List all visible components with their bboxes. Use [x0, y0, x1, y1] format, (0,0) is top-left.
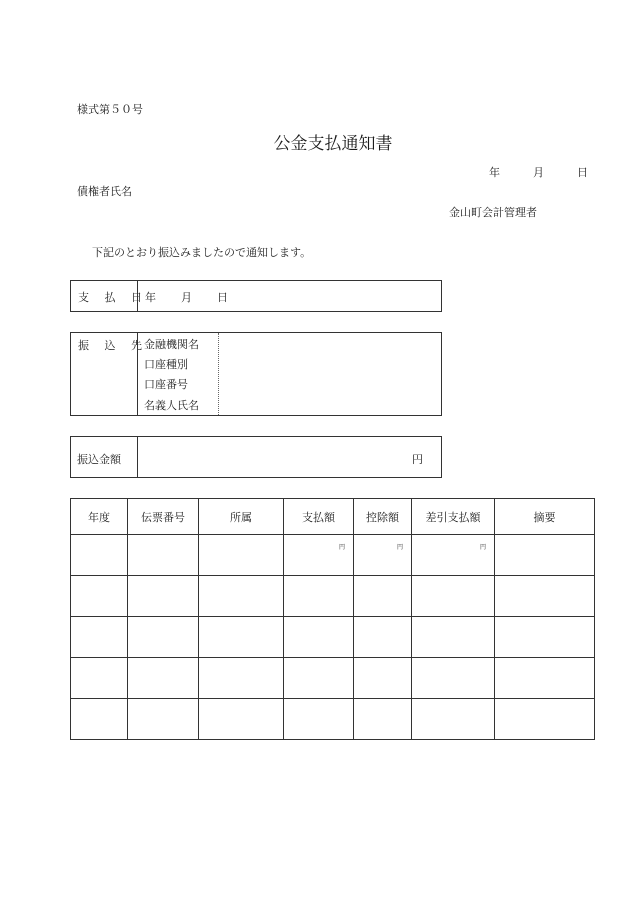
bank-name-label: 金融機関名 [144, 338, 199, 351]
payment-date-box [70, 280, 442, 312]
payment-date-day: 日 [217, 291, 228, 304]
table-cell [495, 535, 595, 576]
column-header-remarks: 摘要 [495, 499, 595, 535]
yen-unit: 円 [396, 544, 403, 551]
divider [137, 437, 138, 477]
column-header-fiscal-year: 年度 [71, 499, 128, 535]
payment-detail-table [70, 498, 595, 740]
column-header-deduction: 控除額 [354, 499, 412, 535]
account-number-label: 口座番号 [144, 378, 188, 391]
transfer-destination-box [70, 332, 442, 416]
table-cell [71, 699, 128, 740]
divider [218, 333, 219, 415]
divider [137, 281, 138, 311]
issue-date-year: 年 [489, 166, 500, 179]
table-cell [128, 576, 199, 617]
table-cell [71, 658, 128, 699]
table-cell [412, 535, 495, 576]
table-cell [495, 699, 595, 740]
table-cell [128, 535, 199, 576]
issue-date-day: 日 [577, 166, 588, 179]
treasurer-name: 金山町会計管理者 [449, 206, 537, 219]
table-cell [71, 576, 128, 617]
divider [137, 333, 138, 415]
table-cell [284, 617, 354, 658]
table-cell [354, 699, 412, 740]
table-cell [199, 535, 284, 576]
table-cell [284, 576, 354, 617]
column-header-voucher-number: 伝票番号 [128, 499, 199, 535]
transfer-destination-label: 振 込 先 [78, 339, 148, 352]
table-cell [284, 535, 354, 576]
table-row [71, 658, 595, 699]
table-cell [128, 617, 199, 658]
payment-date-month: 月 [181, 291, 192, 304]
table-cell [128, 699, 199, 740]
column-header-department: 所属 [199, 499, 284, 535]
transfer-amount-label: 振込金額 [77, 453, 121, 466]
table-cell [412, 617, 495, 658]
table-cell [495, 658, 595, 699]
table-row [71, 617, 595, 658]
table-cell [354, 535, 412, 576]
table-cell [495, 576, 595, 617]
table-cell [199, 699, 284, 740]
table-row [71, 699, 595, 740]
table-cell [128, 658, 199, 699]
yen-unit: 円 [479, 544, 486, 551]
notice-text: 下記のとおり振込みましたので通知します。 [92, 246, 312, 259]
creditor-name-label: 債権者氏名 [77, 185, 132, 198]
table-cell [412, 576, 495, 617]
table-header-row [71, 499, 595, 535]
issue-date [489, 164, 588, 180]
table-cell [412, 699, 495, 740]
table-row [71, 535, 595, 576]
yen-unit: 円 [412, 453, 423, 466]
payment-date-year: 年 [145, 291, 156, 304]
table-cell [199, 617, 284, 658]
table-cell [354, 576, 412, 617]
table-cell [199, 658, 284, 699]
table-cell [495, 617, 595, 658]
table-cell [354, 617, 412, 658]
table-cell [199, 576, 284, 617]
table-cell [354, 658, 412, 699]
table-row [71, 576, 595, 617]
payment-date-label: 支 払 日 [78, 291, 148, 304]
table-cell [412, 658, 495, 699]
table-cell [71, 617, 128, 658]
transfer-amount-box [70, 436, 442, 478]
column-header-payment-amount: 支払額 [284, 499, 354, 535]
account-type-label: 口座種別 [144, 358, 188, 371]
form-number: 様式第５０号 [77, 103, 143, 116]
page-title: 公金支払通知書 [273, 134, 393, 154]
yen-unit: 円 [338, 544, 345, 551]
table-cell [71, 535, 128, 576]
issue-date-month: 月 [533, 166, 544, 179]
column-header-net-payment: 差引支払額 [412, 499, 495, 535]
table-cell [284, 658, 354, 699]
account-holder-label: 名義人氏名 [144, 399, 199, 412]
table-cell [284, 699, 354, 740]
